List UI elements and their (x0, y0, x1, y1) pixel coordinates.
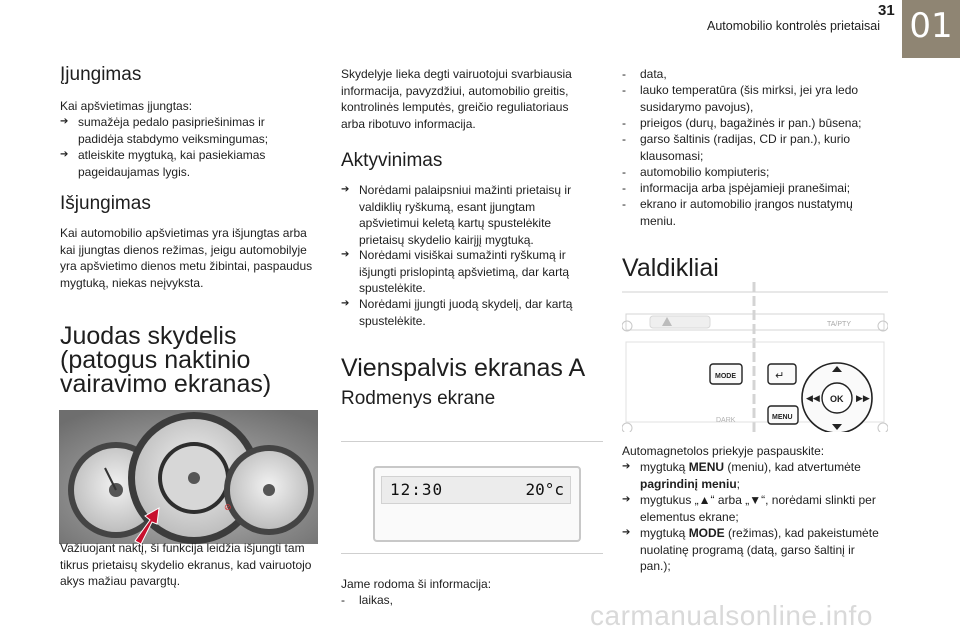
info-item-6: - informacija arba įspėjamieji pranešimai; (622, 181, 851, 195)
heading-activation: Aktyvinimas (341, 150, 443, 171)
info-item-7: - ekrano ir automobilio įrangos nustatymų meniu. (622, 197, 853, 228)
info-item-4: - garso šaltinis (radijas, CD ir pan.), kurio klausomasi; (622, 132, 851, 163)
info-item-5: - automobilio kompiuteris; (622, 165, 770, 179)
bullet-arrow-icon: ➔ (60, 116, 69, 127)
screen-frame (373, 466, 581, 542)
page-number: 31 (878, 2, 895, 19)
section-title: Automobilio kontrolės prietaisai (707, 19, 881, 33)
press-item-2: ➔ mygtukus „▲“ arba „▼“, norėdami slinkti per elementus ekrane; (622, 493, 876, 524)
bullet-arrow-icon: ➔ (341, 298, 350, 309)
heading-on: Įjungimas (60, 64, 142, 85)
mode-button-label: MODE (715, 373, 736, 380)
svg-text:↵: ↵ (775, 369, 785, 382)
bullet-arrow-icon: ➔ (622, 494, 631, 505)
instrument-cluster-image (59, 410, 318, 544)
ok-button-label: OK (830, 394, 844, 404)
press-item-3: ➔ mygtuką MODE (režimas), kad pakeistumėte nuolatinę programą (datą, garso šaltinį ir pan.); (622, 526, 879, 573)
act-item-3: ➔ Norėdami įjungti juodą skydelį, dar kartą spustelėkite. (341, 297, 573, 328)
screen-lcd (381, 476, 571, 504)
press-intro: Automagnetolos priekyje paspauskite: (622, 444, 825, 458)
heading-black-panel: Juodas skydelis (patogus naktinio vairavimo ekranas) (60, 322, 272, 398)
shown-intro: Jame rodoma ši informacija: (341, 577, 492, 591)
screen-temperature: 20°c (525, 480, 564, 499)
radio-control-panel-image (622, 282, 888, 432)
info-item-1: - data, (622, 67, 667, 81)
off-text: Kai automobilio apšvietimas yra išjungtas arba kai įjungtas dienos režimas, jeigu automobilyje yra apšvietimo dienos metu žibintai, paspaudus mygtuką, niekas neįvyksta. (60, 226, 313, 290)
on-intro: Kai apšvietimas įjungtas: (60, 99, 193, 113)
info-item-2: - lauko temperatūra (šis mirksi, jei yra ledo susidarymo pavojus), (622, 83, 859, 114)
chapter-tab: 01 (902, 0, 960, 58)
bullet-arrow-icon: ➔ (341, 249, 350, 260)
act-item-2: ➔ Norėdami visiškai sumažinti ryškumą ir išjungti prislopintą apšvietimą, dar kartą spustelėkite. (341, 248, 570, 295)
intro-text: Skydelyje lieka degti vairuotojui svarbiausia informacija, pavyzdžiui, automobilio greitis, kontrolinės lemputės, greičio reguliatoriaus arba ribotuvo informacija. (341, 67, 572, 131)
info-item-3: - prieigos (durų, bagažinės ir pan.) būsena; (622, 116, 862, 130)
on-item-1: ➔ sumažėja pedalo pasipriešinimas ir padidėja stabdymo veiksmingumas; (60, 115, 269, 146)
bullet-arrow-icon: ➔ (622, 461, 631, 472)
menu-button-label: MENU (772, 414, 793, 421)
ta-pty-label: TA/PTY (827, 321, 851, 328)
svg-text:⊘: ⊘ (224, 503, 232, 513)
black-panel-text: Važiuojant naktį, ši funkcija leidžia išjungti tam tikrus prietaisų skydelio ekranus, kad vairuotojo akys mažiau pavargtų. (60, 541, 312, 588)
heading-off: Išjungimas (60, 193, 151, 214)
act-item-1: ➔ Norėdami palaipsniui mažinti prietaisų ir valdiklių ryškumą, esant įjungtam apšvietimui keletą kartų spustelėkite prietaisų skydelio kairįjį mygtuką. (341, 183, 572, 247)
heading-display: Rodmenys ekrane (341, 388, 496, 409)
press-item-1: ➔ mygtuką MENU (meniu), kad atvertumėte pagrindinį meniu; (622, 460, 861, 491)
bullet-arrow-icon: ➔ (622, 527, 631, 538)
watermark: carmanualsonline.info (590, 600, 873, 631)
heading-mono-screen: Vienspalvis ekranas A (341, 354, 586, 382)
heading-controls: Valdikliai (622, 254, 719, 282)
bullet-arrow-icon: ➔ (341, 184, 350, 195)
svg-text:▶▶: ▶▶ (856, 394, 870, 404)
screen-top-line (341, 441, 603, 442)
screen-time: 12:30 (390, 480, 444, 499)
svg-text:◀◀: ◀◀ (806, 394, 820, 404)
screen-illustration (341, 433, 603, 561)
on-item-2: ➔ atleiskite mygtuką, kai pasiekiamas pageidaujamas lygis. (60, 148, 266, 179)
bullet-arrow-icon: ➔ (60, 149, 69, 160)
shown-item-1: - laikas, (341, 593, 394, 607)
dark-button-label: DARK (716, 417, 736, 424)
screen-bottom-line (341, 553, 603, 554)
